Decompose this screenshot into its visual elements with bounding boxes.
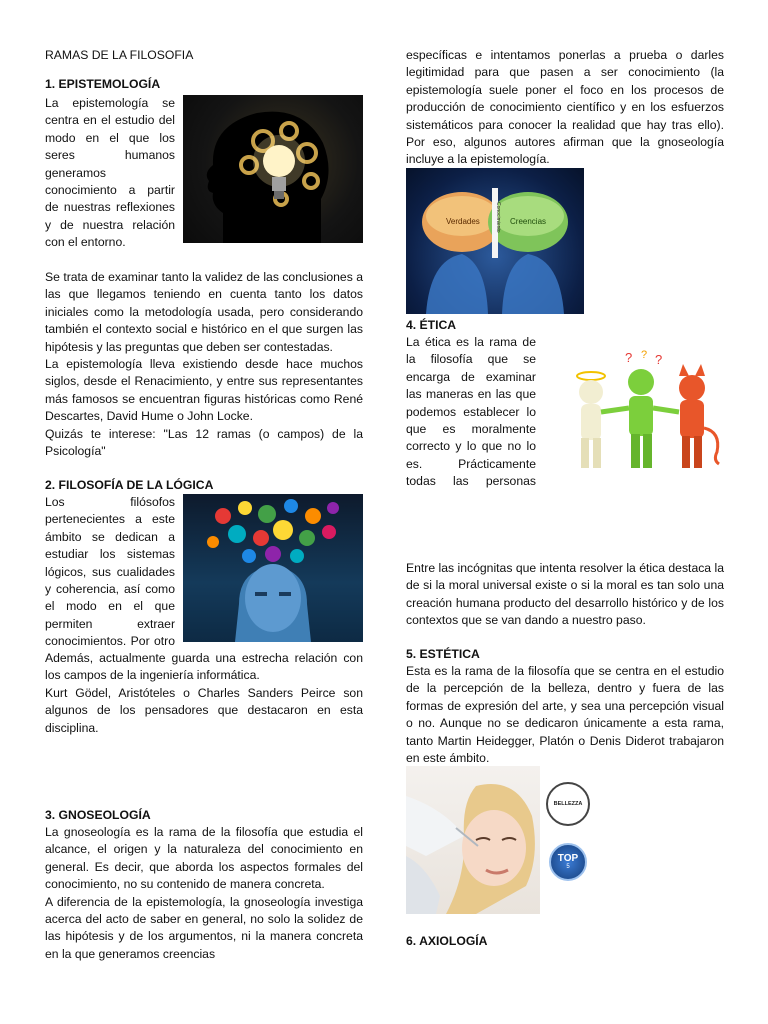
etica-paragraph-1: La ética es la rama de la filosofía que se encarga de examinar las maneras en las que podemos establecer lo que es moralmente correcto y lo que no lo es. Prácticamente todas las personas [406, 335, 536, 489]
logica-paragraph-2: Además, actualmente guarda una estrecha relación con los campos de la ingeniería informática. [45, 651, 363, 683]
svg-text:?: ? [641, 349, 648, 361]
etica-paragraph-2: Entre las incógnitas que intenta resolver la ética destaca la de si la moral universal existe o si la moral es tan solo una creación humana producto del desarrollo histórico y de los contextos que se van dando a nuestro paso. [406, 561, 724, 628]
heading-epistemologia: 1. EPISTEMOLOGÍA [45, 77, 161, 91]
epistemologia-paragraph-3: La epistemología lleva existiendo desde hace muchos siglos, desde el Renacimiento, y entre sus representantes más famosos se encuentran figuras históricas como René Descartes, David Hume o John Locke. [45, 357, 363, 424]
epistemologia-paragraph-1: La epistemología se centra en el estudio del modo en el que los seres humanos generamos conocimiento a partir de nuestras reflexiones y de nuestra relación con el entorno. [45, 96, 175, 250]
two-brains-icon [406, 168, 584, 314]
top5-badge-number: 5 [566, 863, 570, 870]
woman-face-treatment-icon [406, 766, 540, 914]
svg-text:?: ? [625, 350, 633, 365]
aesthetics-image [406, 766, 540, 914]
creencias-label: Creencias [510, 217, 547, 226]
logica-paragraph-1-intro: Los filósofos pertenecientes a este ámbito se dedican a estudiar los sistemas lógicos, sus cualidades y coherencia, así como el modo en el que permiten extraer conocimientos. Por otro [45, 495, 175, 649]
heading-estetica: 5. ESTÉTICA [406, 647, 480, 661]
verdades-label: Verdades [446, 217, 480, 226]
top5-badge [549, 843, 587, 881]
logica-paragraph-3: Kurt Gödel, Aristóteles o Charles Sanders Peirce son algunos de los pensadores que destacaron en esta disciplina. [45, 685, 363, 735]
svg-text:?: ? [655, 352, 663, 367]
ethics-figures-image [561, 348, 724, 476]
estetica-paragraph-1: Esta es la rama de la filosofía que se centra en el estudio de la percepción de la belleza, dentro y fuera de las formas de expresión del arte, y sea una percepción visual o no. Aunque no se dedicaron únicamente a esta rama, tanto Martin Heidegger, Platón o Denis Diderot trabajaron en este ámbito. [406, 664, 724, 766]
gnoseology-brains-image [406, 168, 584, 314]
top5-badge-label: TOP [557, 852, 579, 864]
head-colorful-gears-icon [183, 494, 363, 642]
bellezza-badge [546, 782, 590, 826]
gnoseologia-paragraph-2: A diferencia de la epistemología, la gnoseología investiga acerca del acto de saber en general, no solo la solidez de las hipótesis y de los argumentos, ni la manera concreta en la que generamos creencias [45, 894, 363, 961]
gnoseologia-paragraph-2-continued: específicas e intentamos ponerlas a prueba o darles legitimidad para que pasen a ser conocimiento (la epistemología suele poner el foco en los procesos de producción de conocimiento científico y en los esfuerzos sistemáticos para conocer la realidad que hay tras ello). Por eso, algunos autores afirman que la gnoseología incluye a la epistemología. [406, 48, 724, 167]
angel-person-devil-icon [561, 348, 724, 476]
epistemologia-paragraph-2: Se trata de examinar tanto la validez de las conclusiones a las que llegamos teniendo en cuenta tanto los datos iniciales como la metodología usada, pero considerando también el contexto social e histórico en el que surgen las hipótesis y las preguntas que deben ser contestadas. [45, 270, 363, 354]
bellezza-badge-label: BELLEZZA [553, 801, 583, 807]
heading-gnoseologia: 3. GNOSEOLOGÍA [45, 808, 151, 822]
head-lightbulb-gears-icon [183, 95, 363, 243]
epistemologia-paragraph-4: Quizás te interese: "Las 12 ramas (o campos) de la Psicología" [45, 426, 363, 459]
gnoseologia-paragraph-1: La gnoseología es la rama de la filosofía que estudia el alcance, el origen y la naturaleza del conocimiento en general. Es decir, que aborda los aspectos formales del conocimiento, no su contenido de manera concreta. [45, 825, 363, 892]
heading-etica: 4. ÉTICA [406, 318, 457, 332]
conocimiento-label: Conocimiento [495, 202, 501, 233]
heading-axiologia: 6. AXIOLOGÍA [406, 934, 488, 948]
heading-logica: 2. FILOSOFÍA DE LA LÓGICA [45, 478, 214, 492]
epistemology-image [183, 95, 363, 243]
logic-image [183, 494, 363, 642]
document-title: RAMAS DE LA FILOSOFIA [45, 48, 194, 62]
